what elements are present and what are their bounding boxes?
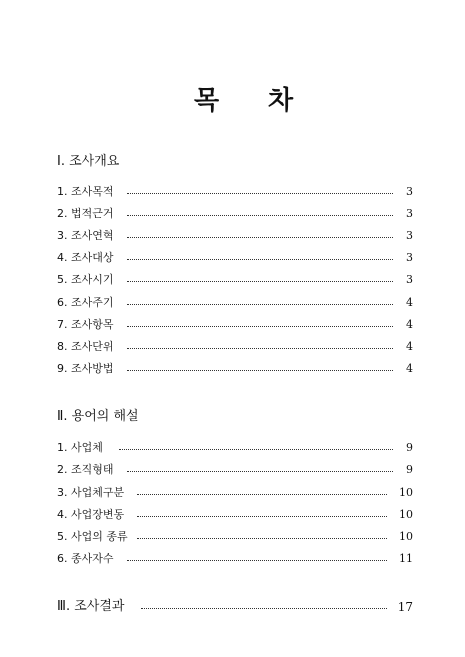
toc-entry-label: 1. 조사목적 [57,184,118,200]
toc-entry-page: 10 [399,530,413,543]
toc-entry-page: 9 [406,441,413,454]
toc-entry[interactable] [57,228,413,244]
dot-leader [137,516,387,517]
dot-leader [127,304,393,305]
dot-leader [127,215,393,216]
toc-entry-label: 5. 사업의 종류 [57,529,132,545]
toc-entry-label: 8. 조사단위 [57,339,118,355]
toc-entry[interactable] [57,184,413,200]
toc-entry[interactable] [57,250,413,266]
dot-leader [127,237,393,238]
toc-entry-page: 10 [399,508,413,521]
toc-entry[interactable] [57,507,413,523]
toc-entry-page: 4 [406,340,413,353]
toc-entry-label: 4. 조사대상 [57,250,118,266]
dot-leader [119,449,393,450]
toc-entry-page: 3 [406,273,413,286]
dot-leader [127,471,393,472]
toc-entry[interactable] [57,462,413,478]
dot-leader [137,494,387,495]
toc-entry[interactable] [57,440,413,456]
section-heading: Ⅲ. 조사결과 [57,599,125,614]
dot-leader [127,560,387,561]
toc-entry[interactable] [57,206,413,222]
toc-entry[interactable] [57,295,413,311]
toc-entry-page: 4 [406,318,413,331]
toc-entry-page: 4 [406,296,413,309]
toc-entry-page: 10 [399,486,413,499]
toc-entry-page: 3 [406,207,413,220]
toc-entry-label: 7. 조사항목 [57,317,118,333]
toc-entry-label: 3. 사업체구분 [57,485,128,501]
toc-entry-page: 3 [406,185,413,198]
section-heading: Ⅱ. 용어의 해설 [57,409,139,424]
dot-leader [127,370,393,371]
toc-entry[interactable] [57,339,413,355]
dot-leader [127,193,393,194]
toc-entry[interactable] [57,317,413,333]
toc-entry-label: 2. 법적근거 [57,206,118,222]
toc-entry-page: 11 [399,552,413,565]
title-char-1: 목 [194,86,220,116]
dot-leader [137,538,387,539]
toc-entry-label: 3. 조사연혁 [57,228,118,244]
toc-entry-label: 1. 사업체 [57,440,107,456]
toc-entry-page: 9 [406,463,413,476]
title-char-2: 차 [268,86,294,116]
toc-entry-page: 3 [406,251,413,264]
toc-entry[interactable] [57,361,413,377]
dot-leader [127,348,393,349]
toc-entry-page: 4 [406,362,413,375]
dot-leader [127,259,393,260]
dot-leader [141,608,387,609]
toc-entry[interactable] [57,272,413,288]
section-heading: Ⅰ. 조사개요 [57,154,120,169]
toc-entry-label: 2. 조직형태 [57,462,118,478]
toc-entry-label: 4. 사업장변동 [57,507,128,523]
toc-entry-page: 3 [406,229,413,242]
toc-entry[interactable] [57,529,413,545]
toc-section-entry[interactable] [57,598,413,616]
toc-entry[interactable] [57,485,413,501]
toc-entry-label: 5. 조사시기 [57,272,118,288]
toc-entry-label: 6. 종사자수 [57,551,118,567]
toc-entry-page: 17 [397,600,413,614]
toc-entry-label: 6. 조사주기 [57,295,118,311]
toc-entry-label: 9. 조사방법 [57,361,118,377]
toc-entry[interactable] [57,551,413,567]
dot-leader [127,281,393,282]
dot-leader [127,326,393,327]
